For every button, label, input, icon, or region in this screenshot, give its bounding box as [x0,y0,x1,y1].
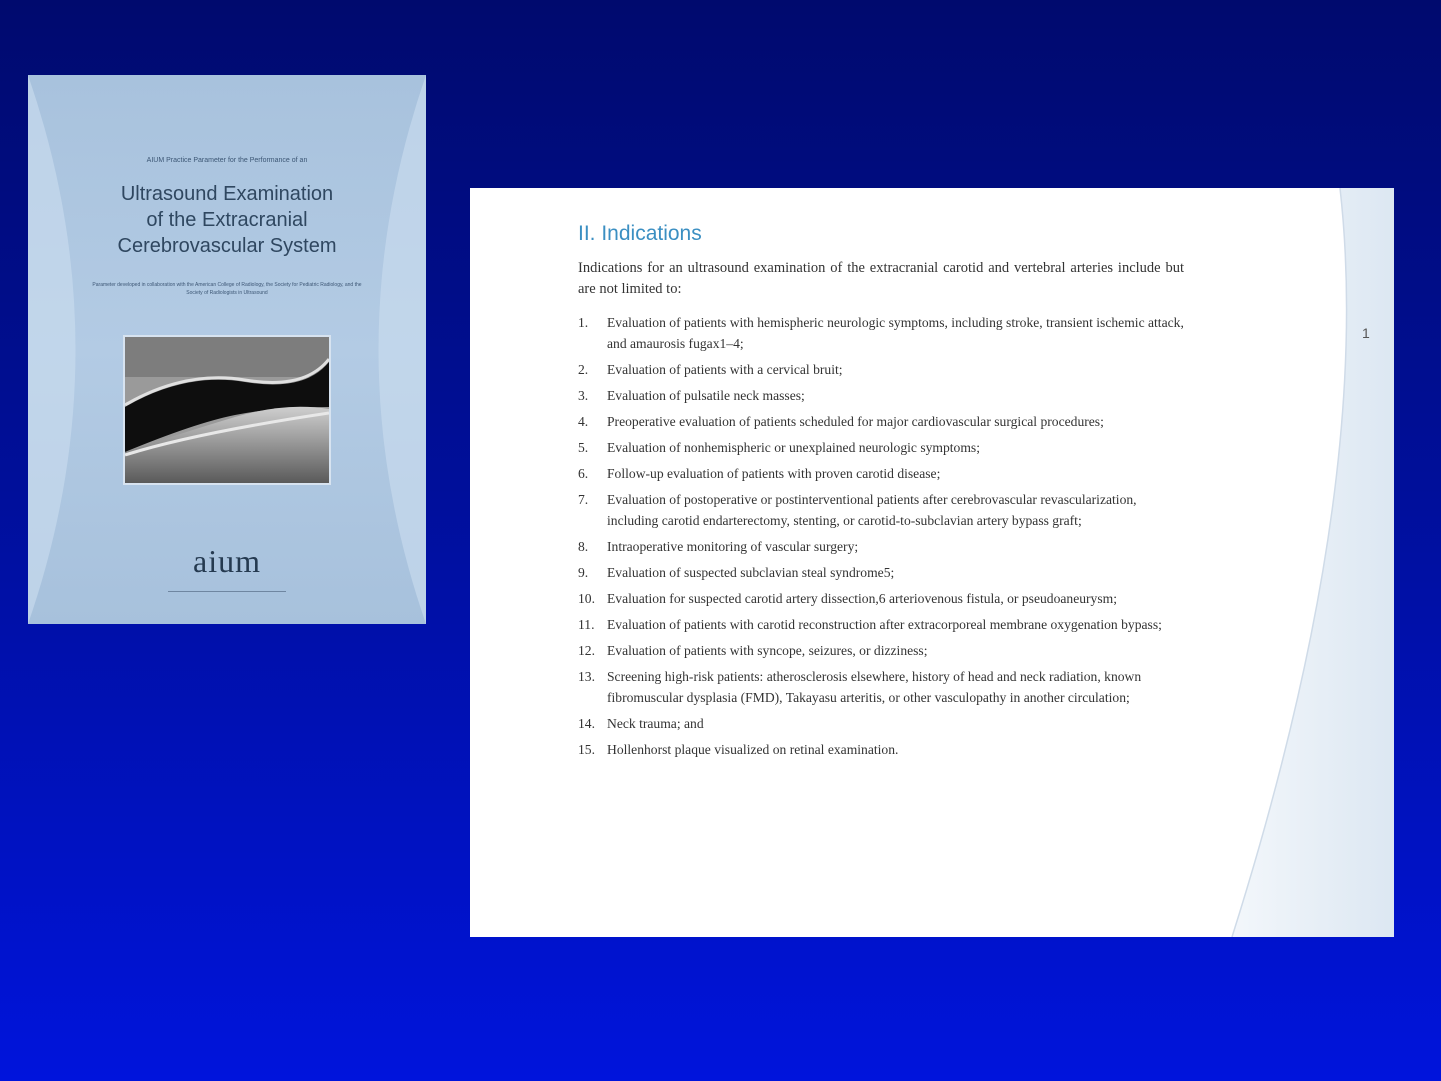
cover-title: Ultrasound Examination of the Extracranial Cerebrovascular System [117,183,337,257]
list-item: 1. Evaluation of patients with hemispheric neurologic symptoms, including stroke, transient ischemic attack, and amaurosis fugax1–4; [578,315,1184,351]
list-item: 13. Screening high-risk patients: atherosclerosis elsewhere, history of head and neck radiation, known fibromuscular dysplasia (FMD), Takayasu arteritis, or other vasculopathy in another circulation; [578,669,1142,705]
page-side-curve [1224,188,1394,937]
section-heading: II. Indications [578,222,702,245]
cover-image [28,75,426,624]
list-item: 4. Preoperative evaluation of patients scheduled for major cardiovascular surgical procedures; [578,414,1104,429]
page-number: 1 [1362,325,1370,341]
cover-subtitle: Parameter developed in collaboration with the American College of Radiology, the Society for Pediatric Radiology, and the Society of Radiologists in Ultrasound [92,282,362,296]
list-item: 11. Evaluation of patients with carotid reconstruction after extracorporeal membrane oxygenation bypass; [578,617,1162,632]
list-item: 7. Evaluation of postoperative or postinterventional patients after cerebrovascular revascularization, including carotid endarterectomy, stenting, or carotid-to-subclavian artery bypass graft; [578,492,1137,528]
aium-logo: aium [193,543,261,579]
list-item: 10. Evaluation for suspected carotid artery dissection,6 arteriovenous fistula, or pseudoaneurysm; [578,591,1117,606]
list-item: 3. Evaluation of pulsatile neck masses; [578,388,805,403]
list-item: 8. Intraoperative monitoring of vascular surgery; [578,539,859,554]
cover-pretitle: AIUM Practice Parameter for the Performance of an [146,157,308,164]
indications-list [578,312,1184,765]
intro-paragraph: Indications for an ultrasound examination of the extracranial carotid and vertebral arteries include but are not limited to: [578,260,1184,297]
list-item: 2. Evaluation of patients with a cervical bruit; [578,362,843,377]
document-page [470,188,1394,937]
cover-footer-line [168,591,286,592]
list-item: 5. Evaluation of nonhemispheric or unexplained neurologic symptoms; [578,440,980,455]
list-item: 15. Hollenhorst plaque visualized on retinal examination. [578,742,899,757]
list-item: 14. Neck trauma; and [578,716,704,731]
list-item: 9. Evaluation of suspected subclavian steal syndrome5; [578,565,895,580]
list-item: 12. Evaluation of patients with syncope, seizures, or dizziness; [578,643,928,658]
ultrasound-image [123,335,331,485]
list-item: 6. Follow-up evaluation of patients with proven carotid disease; [578,466,941,481]
